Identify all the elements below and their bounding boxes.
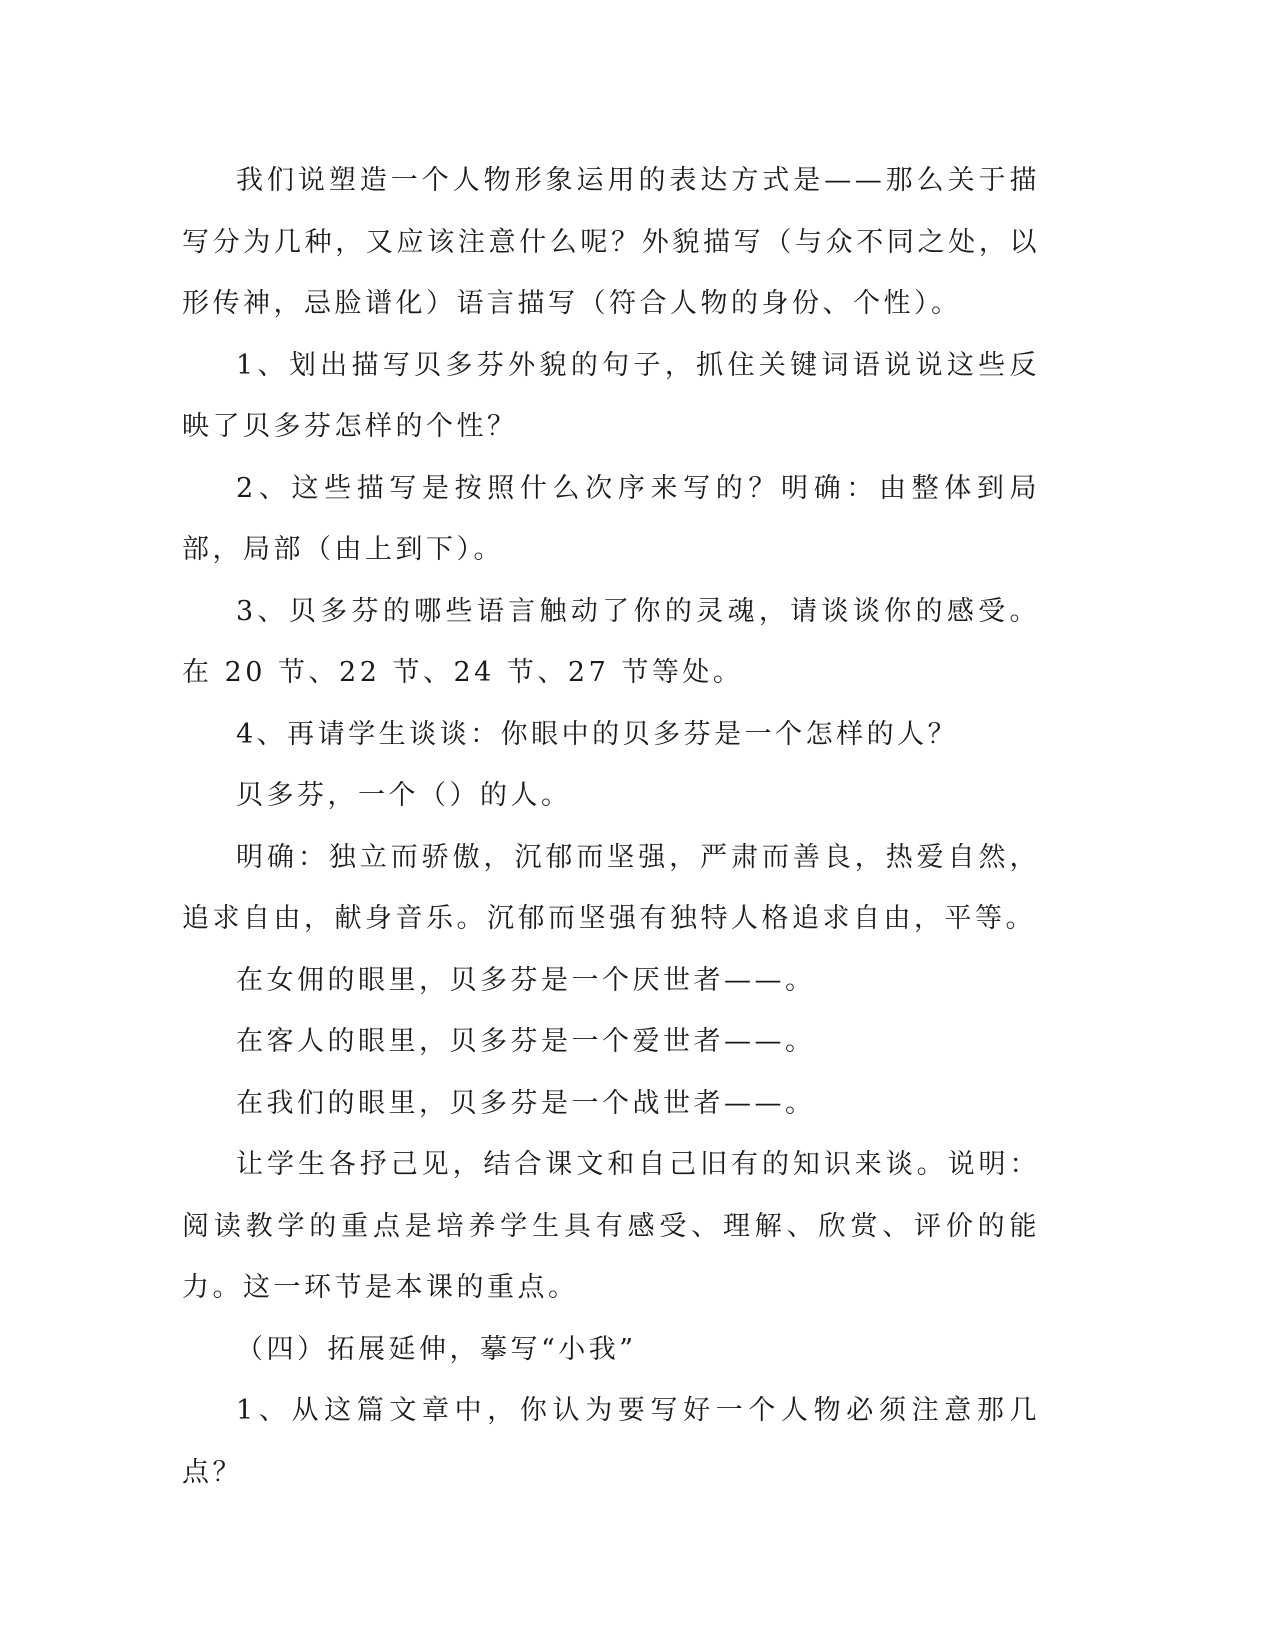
paragraph-question-3: 3、贝多芬的哪些语言触动了你的灵魂，请谈谈你的感受。在 20 节、22 节、24 节、27 节等处。 — [182, 595, 1040, 688]
paragraph-question-1: 1、划出描写贝多芬外貌的句子，抓住关键词语说说这些反映了贝多芬怎样的个性？ — [182, 349, 1040, 442]
paragraph-question-4: 4、再请学生谈谈：你眼中的贝多芬是一个怎样的人？ — [236, 718, 959, 750]
section-heading-extension: （四）拓展延伸，摹写“小我” — [236, 1333, 637, 1365]
document-page — [182, 150, 1040, 1503]
paragraph-our-view: 在我们的眼里，贝多芬是一个战世者——。 — [236, 1087, 816, 1119]
paragraph-fill-blank: 贝多芬，一个（）的人。 — [236, 780, 572, 811]
paragraph-answer: 明确：独立而骄傲，沉郁而坚强，严肃而善良，热爱自然，追求自由，献身音乐。沉郁而坚强有独特人格追求自由，平等。 — [182, 841, 1040, 934]
paragraph-extension-question-1: 1、从这篇文章中，你认为要写好一个人物必须注意那几点？ — [182, 1395, 1040, 1488]
paragraph-maid-view: 在女佣的眼里，贝多芬是一个厌世者——。 — [236, 964, 816, 996]
paragraph-intro: 我们说塑造一个人物形象运用的表达方式是——那么关于描写分为几种，又应该注意什么呢？外貌描写（与众不同之处，以形传神，忌脸谱化）语言描写（符合人物的身份、个性）。 — [182, 165, 1040, 319]
paragraph-question-2: 2、这些描写是按照什么次序来写的？明确：由整体到局部，局部（由上到下）。 — [182, 472, 1040, 565]
paragraph-guest-view: 在客人的眼里，贝多芬是一个爱世者——。 — [236, 1026, 816, 1057]
paragraph-discussion-note: 让学生各抒己见，结合课文和自己旧有的知识来谈。说明：阅读教学的重点是培养学生具有感受、理解、欣赏、评价的能力。这一环节是本课的重点。 — [182, 1149, 1040, 1303]
